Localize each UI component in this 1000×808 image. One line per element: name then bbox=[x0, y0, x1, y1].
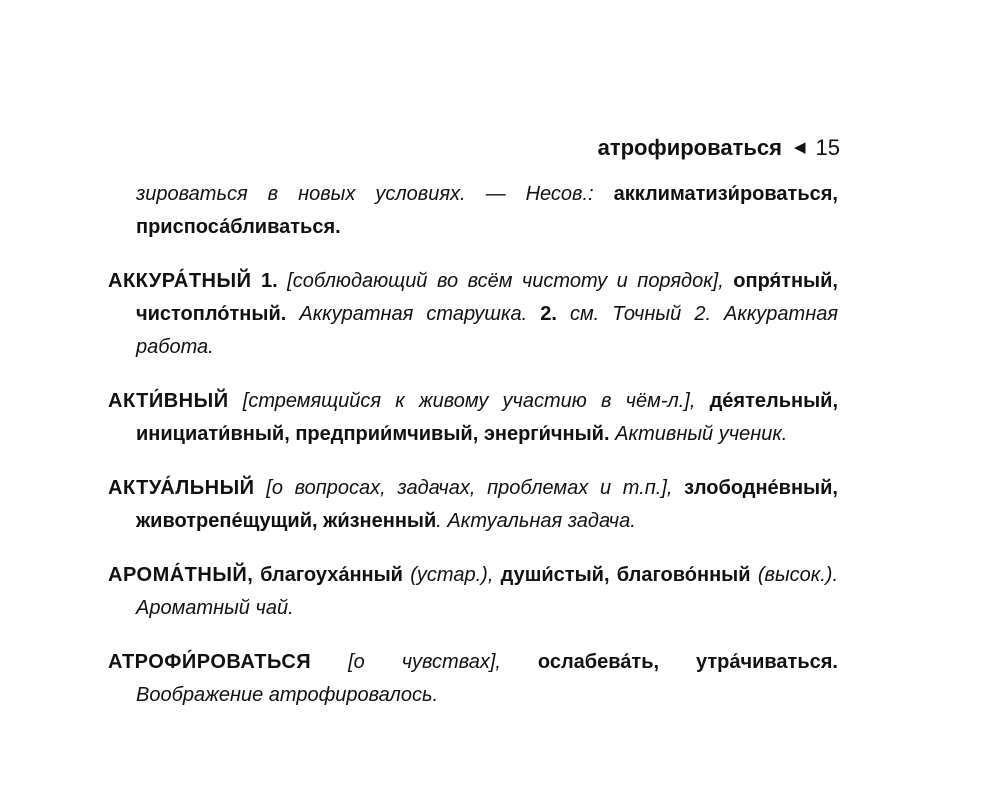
synonym-text: де́ятельный, инициати́вный, предприи́мчивый, энерги́чный. bbox=[136, 390, 838, 445]
synonym-text: злободне́вный, животрепе́щущий, жи́зненный bbox=[136, 477, 838, 532]
running-header bbox=[598, 134, 840, 162]
synonym-text: акклиматизи́роваться, приспоса́бливаться. bbox=[136, 183, 838, 238]
dictionary-entry bbox=[108, 385, 838, 451]
entry-continuation bbox=[108, 178, 838, 244]
dictionary-entry bbox=[108, 559, 838, 625]
synonym-text: ослабева́ть, утра́чиваться. bbox=[537, 651, 838, 673]
gloss-text: зироваться в новых условиях. — Несов.: bbox=[136, 183, 614, 205]
dictionary-entry bbox=[108, 646, 838, 712]
gloss-text: [о чувствах], bbox=[311, 651, 538, 673]
gloss-text: Активный ученик. bbox=[609, 423, 788, 445]
entry-headword: АКТИ́ВНЫЙ bbox=[108, 390, 229, 412]
synonym-text: опря́тный, чистопло́тный. bbox=[136, 270, 838, 325]
dictionary-entries bbox=[108, 178, 838, 733]
gloss-text: см. Точный 2. Аккуратная работа. bbox=[136, 303, 839, 358]
gloss-text: [соблюдающий во всём чистоту и порядок], bbox=[287, 270, 734, 292]
page-number: 15 bbox=[815, 135, 840, 160]
dictionary-entry bbox=[108, 265, 838, 364]
entry-headword: АКТУА́ЛЬНЫЙ bbox=[108, 477, 255, 499]
synonym-text: души́стый, благово́нный bbox=[500, 564, 751, 586]
entry-headword: АККУРА́ТНЫЙ bbox=[108, 270, 252, 292]
synonym-text: 2. bbox=[540, 303, 557, 325]
entry-headword: АРОМА́ТНЫЙ bbox=[108, 564, 248, 586]
dictionary-entry bbox=[108, 472, 838, 538]
gloss-text: (устар.), bbox=[402, 564, 501, 586]
gloss-text: . Актуальная задача. bbox=[436, 510, 636, 532]
gloss-text: (высок.). Ароматный чай. bbox=[136, 564, 838, 619]
gloss-text: [стремящийся к живому участию в чём-л.], bbox=[228, 390, 710, 412]
synonym-text: , благоуха́нный bbox=[247, 564, 403, 586]
gloss-text: [о вопросах, задачах, проблемах и т.п.], bbox=[254, 477, 685, 499]
triangle-left-icon: ◀ bbox=[793, 139, 806, 156]
entry-headword: АТРОФИ́РОВАТЬСЯ bbox=[108, 651, 312, 673]
running-title: атрофироваться bbox=[597, 135, 782, 160]
gloss-text: Аккуратная старушка. bbox=[286, 303, 541, 325]
gloss-text: Воображение атрофировалось. bbox=[136, 684, 439, 706]
synonym-text: 1. bbox=[251, 270, 288, 292]
